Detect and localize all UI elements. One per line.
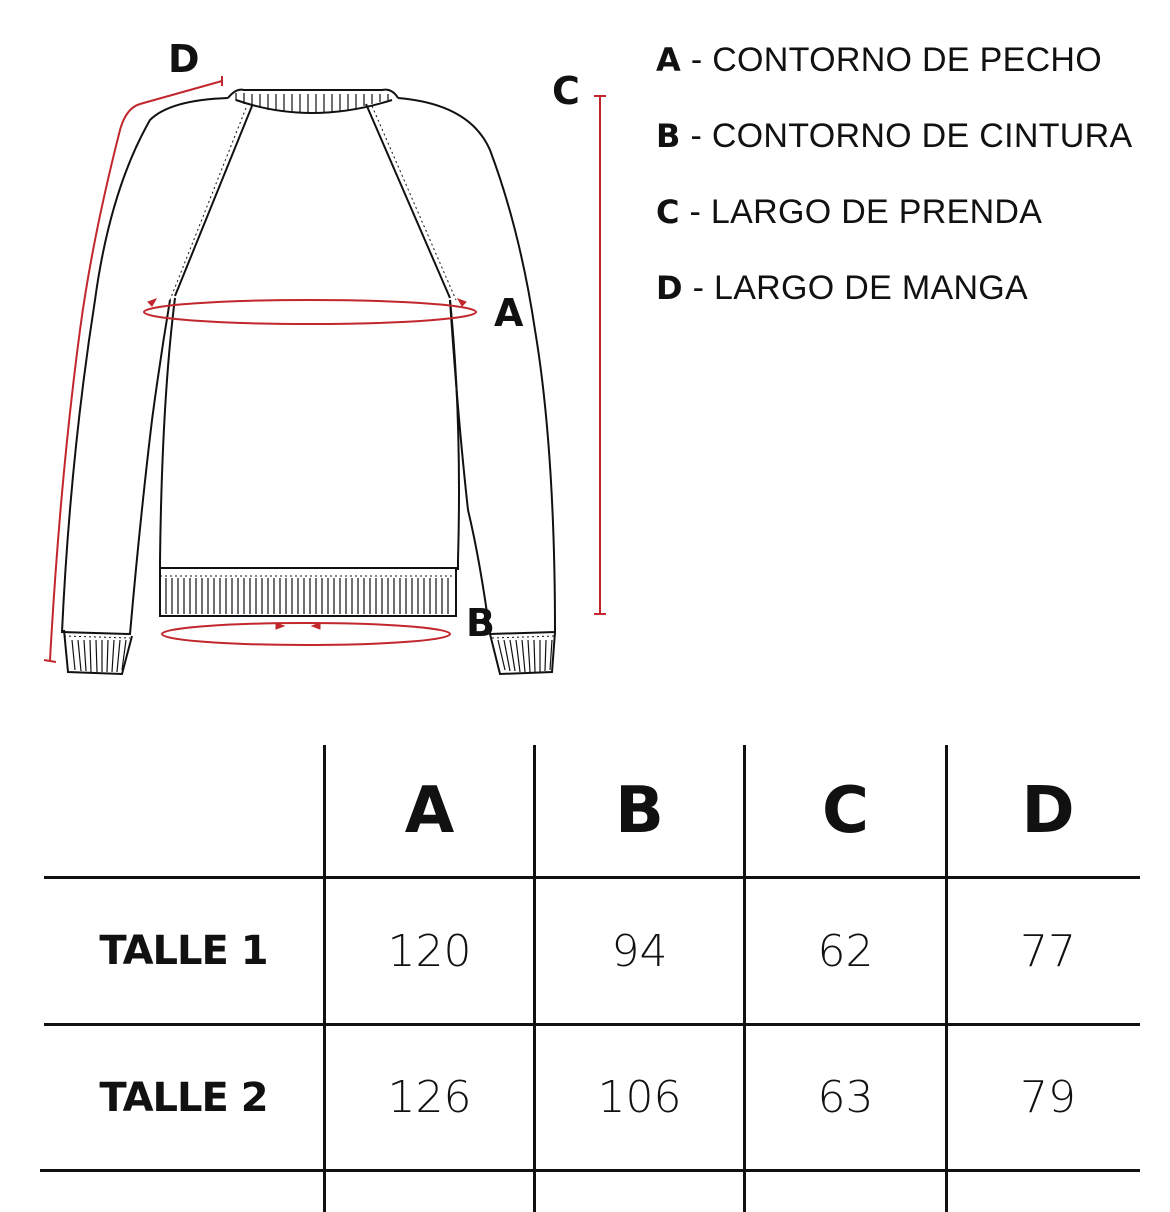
column-header-b: B [615, 773, 664, 848]
table-cell: 126 [387, 1072, 472, 1123]
measurement-legend [656, 38, 1156, 342]
table-cell: 94 [611, 925, 668, 977]
sleeve-length-line [44, 76, 222, 662]
column-header-d: D [1021, 773, 1075, 848]
legend-text: - CONTORNO DE PECHO [681, 41, 1103, 79]
row-label-talle-2: TALLE 2 [99, 1074, 268, 1121]
table-cell: 62 [817, 925, 874, 977]
table-cell: 79 [1020, 1072, 1076, 1123]
legend-letter: D [656, 269, 683, 307]
legend-text: - CONTORNO DE CINTURA [680, 117, 1133, 155]
label-d: D [168, 37, 200, 81]
row-label-talle-1: TALLE 1 [99, 928, 268, 974]
table-cell: 120 [387, 925, 472, 977]
label-b: B [466, 601, 495, 645]
legend-item-a [656, 38, 1156, 114]
table-cell: 63 [817, 1072, 874, 1123]
label-a: A [494, 291, 524, 335]
table-cell: 77 [1020, 925, 1076, 977]
label-c: C [552, 69, 580, 113]
waist-contour-line [162, 623, 450, 645]
column-header-c: C [822, 773, 869, 848]
garment-length-line [594, 96, 606, 614]
legend-item-d [656, 266, 1156, 342]
legend-text: - LARGO DE MANGA [682, 269, 1029, 307]
legend-letter: A [656, 41, 682, 79]
chest-contour-line [144, 300, 476, 324]
size-table [0, 745, 1170, 1212]
legend-letter: B [656, 117, 681, 155]
table-cell: 106 [597, 1072, 682, 1123]
sweater-outline [62, 90, 555, 674]
sweater-diagram [0, 0, 640, 700]
column-header-a: A [404, 773, 455, 848]
legend-item-c [656, 190, 1156, 266]
legend-text: - LARGO DE PRENDA [679, 193, 1043, 231]
table-rule [40, 1169, 1140, 1172]
legend-item-b [656, 114, 1156, 190]
legend-letter: C [656, 193, 680, 231]
